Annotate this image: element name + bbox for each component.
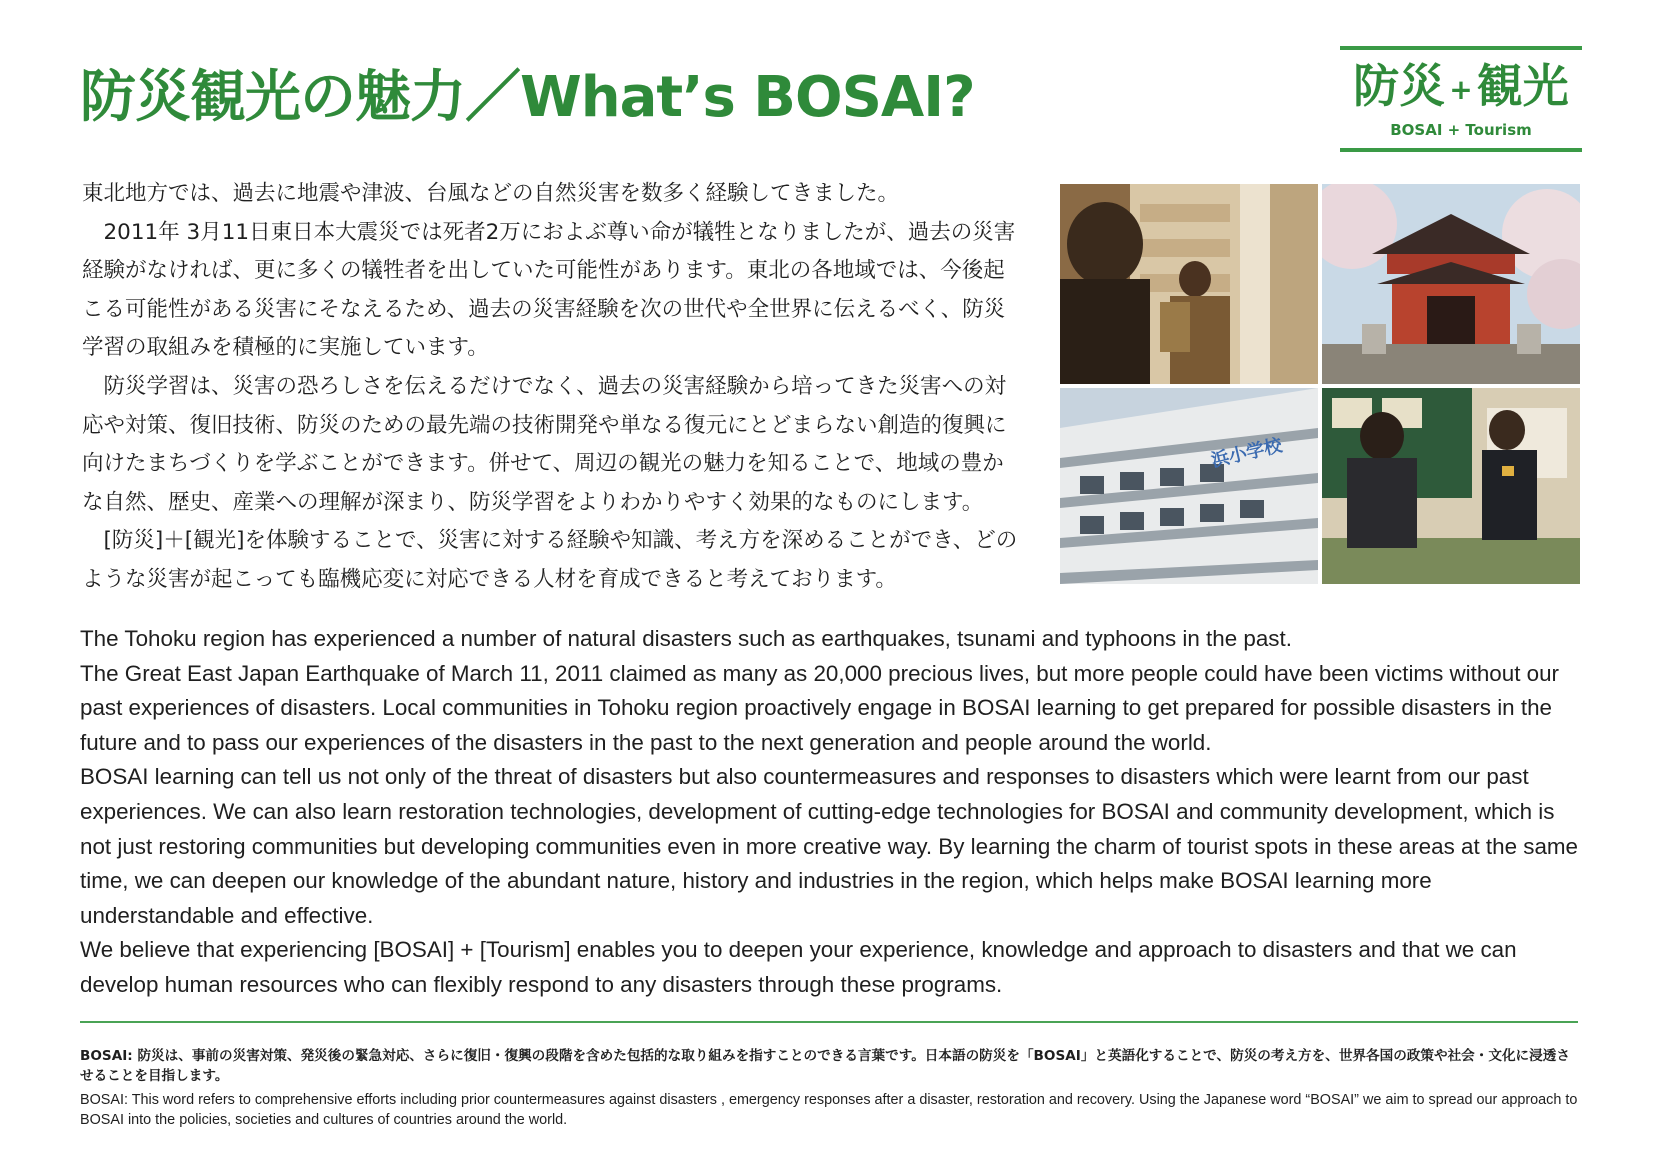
en-paragraph-3: BOSAI learning can tell us not only of the threat of disasters but also countermeasures and responses to disasters which were learnt from our past experiences. We can also learn restoration technologies, development of cutting-edge technologies for BOSAI and community development, which is not just restoring communities but developing communities even in more creative way. By learning the charm of tourist spots in these areas at the same time, we can deepen our knowledge of the abundant nature, history and industries in the region, which helps make BOSAI learning more understandable and effective. <box>80 764 1578 928</box>
footnote-divider <box>80 1021 1578 1023</box>
en-paragraph-1: The Tohoku region has experienced a number of natural disasters such as earthquakes, tsunami and typhoons in the past. <box>80 626 1292 651</box>
en-paragraph-2: The Great East Japan Earthquake of March 11, 2011 claimed as many as 20,000 precious lives, but more people could have been victims without our past experiences of disasters. Local communities in Tohoku region proactively engage in BOSAI learning to get prepared for possible disasters in the future and to pass our experiences of the disasters in the past to the next generation and people around the world. <box>80 660 1560 755</box>
photo-classroom-guide <box>1322 388 1580 584</box>
japanese-body <box>82 175 1022 600</box>
en-paragraph-4: We believe that experiencing [BOSAI] + [Tourism] enables you to deepen your experience, knowledge and approach to disasters and that we can develop human resources who can flexibly respond to any disasters through these programs. <box>80 937 1517 997</box>
footnote-english: BOSAI: This word refers to comprehensive efforts including prior countermeasures against disasters , emergency responses after a disaster, restoration and recovery. Using the Japanese word “BOSAI” we aim to spread our approach to BOSAI into the policies, societies and cultures of countries around the world. <box>80 1092 1578 1128</box>
bosai-tourism-logo <box>1340 46 1582 152</box>
jp-paragraph-3: 防災学習は、災害の恐ろしさを伝えるだけでなく、過去の災害経験から培ってきた災害への対応や対策、復旧技術、防災のための最先端の技術開発や単なる復元にとどまらない創造的復興に向けたまちづくりを学ぶことができます。併せて、周辺の観光の魅力を知ることで、地域の豊かな自然、歴史、産業への理解が深まり、防災学習をよりわかりやすく効果的なものにします。 <box>82 373 1007 515</box>
logo-right-word: 観光 <box>1476 59 1569 113</box>
photo-school-building <box>1060 388 1318 584</box>
page-title: 防災観光の魅力／What’s BOSAI? <box>80 65 975 130</box>
logo-subtitle: BOSAI + Tourism <box>1390 120 1532 139</box>
photo-collage <box>1060 184 1580 584</box>
school-sign-text: 浜小学校 <box>1209 435 1285 472</box>
photo-shrine-gate <box>1322 184 1580 384</box>
logo-wordmark <box>1340 58 1582 118</box>
english-body <box>80 622 1590 1003</box>
jp-paragraph-2: 2011年 3月11日東日本大震災では死者2万におよぶ尊い命が犠牲となりましたが、過去の災害経験がなければ、更に多くの犠牲者を出していた可能性があります。東北の各地域では、今後起こる可能性がある災害にそなえるため、過去の災害経験を次の世代や全世界に伝えるべく、防災学習の取組みを積極的に実施しています。 <box>82 219 1016 361</box>
jp-paragraph-1: 東北地方では、過去に地震や津波、台風などの自然災害を数多く経験してきました。 <box>82 181 900 206</box>
footnote-japanese: BOSAI: 防災は、事前の災害対策、発災後の緊急対応、さらに復旧・復興の段階を含めた包括的な取り組みを指すことのできる言葉です。日本語の防災を「BOSAI」と英語化することで、防災の考え方を、世界各国の政策や社会・文化に浸透させることを目指します。 <box>80 1048 1570 1084</box>
jp-paragraph-4: [防災]＋[観光]を体験することで、災害に対する経験や知識、考え方を深めることができ、どのような災害が起こっても臨機応変に対応できる人材を育成できると考えております。 <box>82 528 1018 592</box>
photo-museum-visitors <box>1060 184 1318 384</box>
logo-plus-sign: + <box>1449 72 1473 106</box>
logo-left-word: 防災 <box>1353 59 1446 113</box>
